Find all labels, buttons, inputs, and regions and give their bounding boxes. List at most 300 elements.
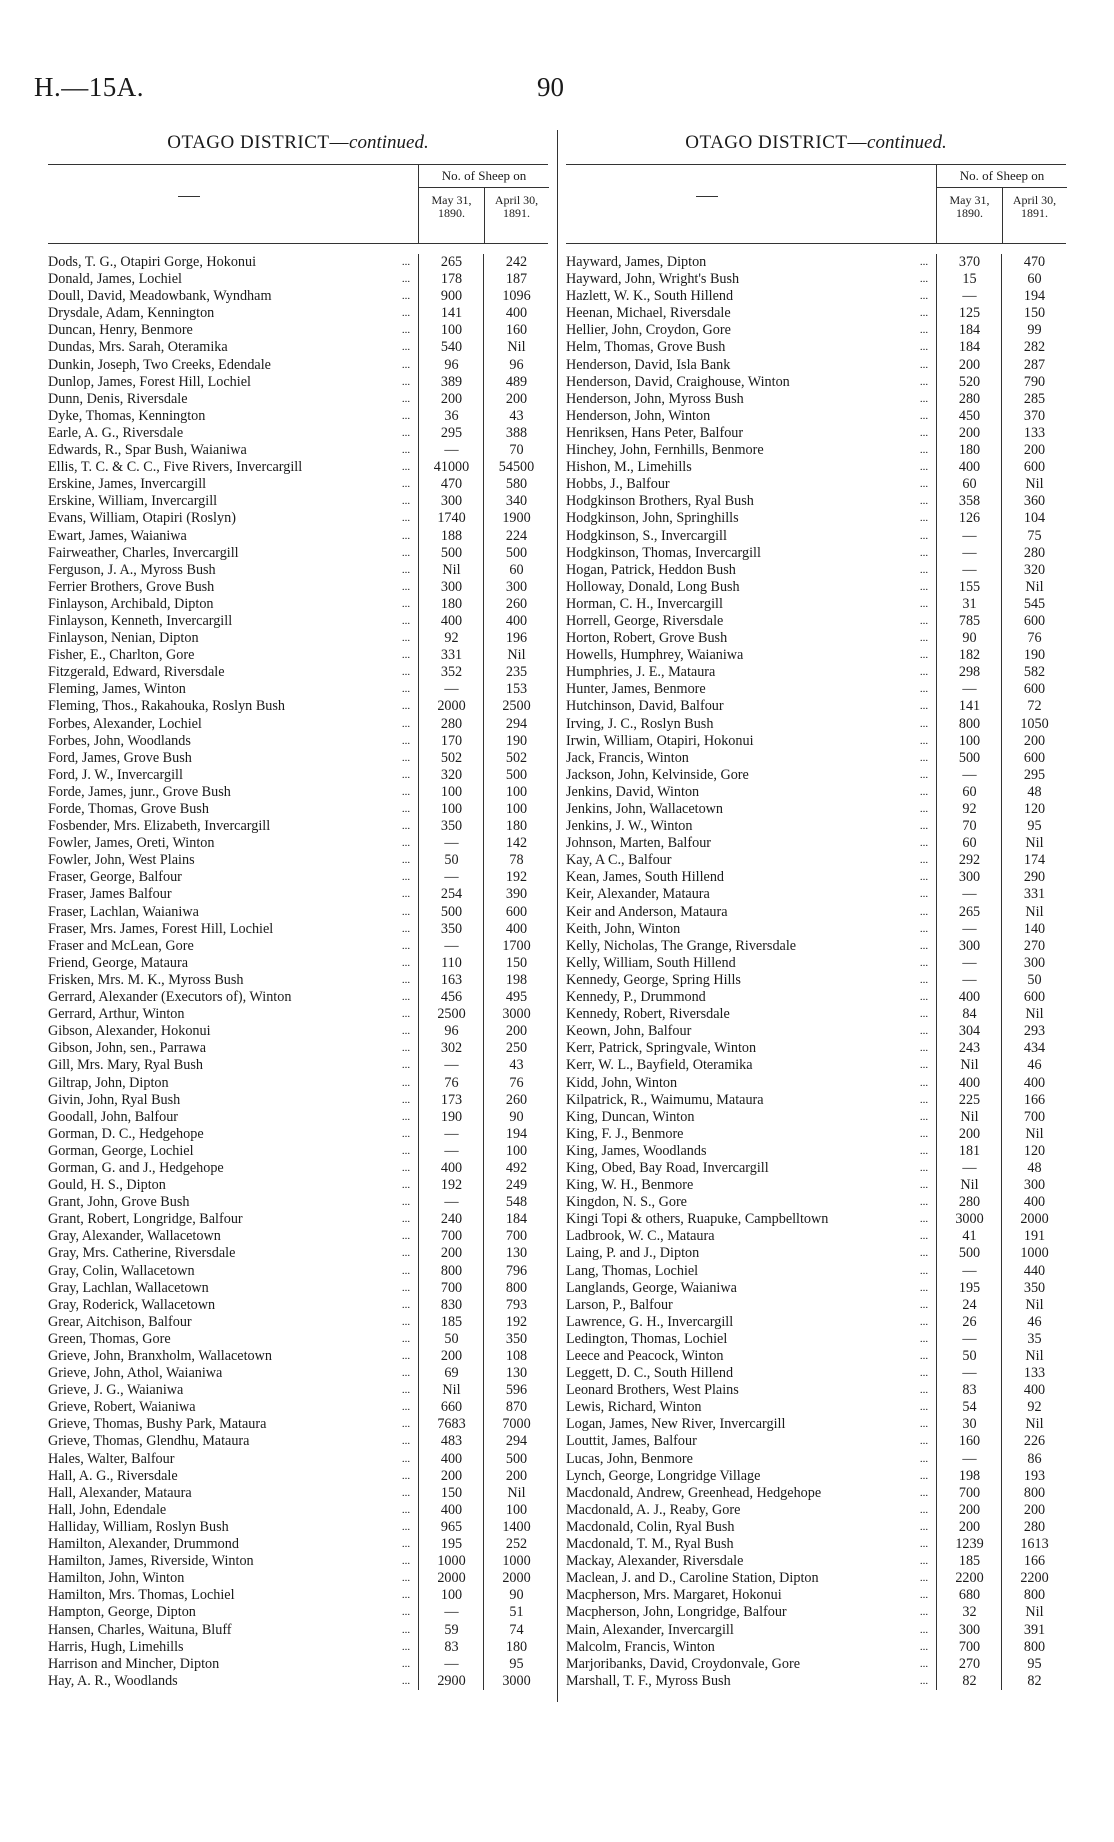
table-row <box>566 1673 1066 1690</box>
leader-dots: ... <box>401 854 411 867</box>
owner-name: Horton, Robert, Grove Bush <box>566 630 728 647</box>
leader-dots: ... <box>919 563 929 576</box>
sheep-1890: — <box>936 528 1002 545</box>
table-row <box>566 1348 1066 1365</box>
sheep-1891: 95 <box>1001 818 1067 835</box>
leader-dots: ... <box>401 1298 411 1311</box>
table-row <box>566 271 1066 288</box>
owner-name: Macdonald, T. M., Ryal Bush <box>566 1536 734 1553</box>
table-header <box>566 164 1066 244</box>
owner-name: Ellis, T. C. & C. C., Five Rivers, Invercargill <box>48 459 303 476</box>
owner-name: Hayward, John, Wright's Bush <box>566 271 740 288</box>
sheep-1890: 69 <box>418 1365 484 1382</box>
sheep-1891: 92 <box>1001 1399 1067 1416</box>
sheep-1890: — <box>936 1365 1002 1382</box>
owner-name: Fleming, James, Winton <box>48 681 186 698</box>
leader-dots: ... <box>401 1674 411 1687</box>
sheep-1891: 340 <box>483 493 549 510</box>
leader-dots: ... <box>401 1418 411 1431</box>
owner-name: Ewart, James, Waianiwa <box>48 527 187 544</box>
owner-name: Lynch, George, Longridge Village <box>566 1467 761 1484</box>
owner-name: Ladbrook, W. C., Mataura <box>566 1228 715 1245</box>
table-row <box>48 476 548 493</box>
table-row <box>566 1468 1066 1485</box>
owner-name: Hayward, James, Dipton <box>566 254 707 270</box>
owner-name: Irwin, William, Otapiri, Hokonui <box>566 732 754 749</box>
sheep-1890: 400 <box>418 613 484 630</box>
sheep-1891: 800 <box>1001 1485 1067 1502</box>
sheep-1890: 180 <box>418 596 484 613</box>
leader-dots: ... <box>919 1213 929 1226</box>
sheep-1890: 126 <box>936 510 1002 527</box>
table-row <box>48 425 548 442</box>
sheep-1890: 2200 <box>936 1570 1002 1587</box>
table-row <box>48 1433 548 1450</box>
leader-dots: ... <box>401 444 411 457</box>
sheep-1890: 200 <box>418 1468 484 1485</box>
sheep-1890: 200 <box>936 1126 1002 1143</box>
sheep-1891: 166 <box>1001 1553 1067 1570</box>
sheep-1890: — <box>936 972 1002 989</box>
leader-dots: ... <box>919 1298 929 1311</box>
sheep-1891: 194 <box>1001 288 1067 305</box>
leader-dots: ... <box>401 1110 411 1123</box>
leader-dots: ... <box>401 512 411 525</box>
table-row <box>48 1399 548 1416</box>
sheep-1891: Nil <box>1001 1604 1067 1621</box>
leader-dots: ... <box>919 529 929 542</box>
owner-name: Gray, Lachlan, Wallacetown <box>48 1279 209 1296</box>
owner-name: Gerrard, Alexander (Executors of), Winton <box>48 989 292 1006</box>
owner-name: Jackson, John, Kelvinside, Gore <box>566 766 749 783</box>
owner-name: Henderson, David, Craighouse, Winton <box>566 373 790 390</box>
sheep-1891: 870 <box>483 1399 549 1416</box>
table-row <box>48 681 548 698</box>
owner-name: Malcolm, Francis, Winton <box>566 1638 715 1655</box>
leader-dots: ... <box>919 290 929 303</box>
owner-name: Kilpatrick, R., Waimumu, Mataura <box>566 1091 764 1108</box>
sheep-1890: — <box>936 288 1002 305</box>
sheep-1890: 184 <box>936 339 1002 356</box>
sheep-1890: — <box>936 562 1002 579</box>
leader-dots: ... <box>919 1008 929 1021</box>
table-row <box>566 818 1066 835</box>
leader-dots: ... <box>919 1247 929 1260</box>
table-row <box>48 1365 548 1382</box>
table-row <box>566 1228 1066 1245</box>
leader-dots: ... <box>401 426 411 439</box>
leader-dots: ... <box>919 597 929 610</box>
leader-dots: ... <box>919 546 929 559</box>
leader-dots: ... <box>401 375 411 388</box>
owner-name: Doull, David, Meadowbank, Wyndham <box>48 288 272 305</box>
owner-name: Harrison and Mincher, Dipton <box>48 1655 220 1672</box>
sheep-1891: 300 <box>1001 1177 1067 1194</box>
leader-dots: ... <box>401 1572 411 1585</box>
sheep-1890: 520 <box>936 374 1002 391</box>
sheep-1890: 50 <box>418 852 484 869</box>
sheep-1890: 188 <box>418 528 484 545</box>
sheep-1891: 580 <box>483 476 549 493</box>
leader-dots: ... <box>919 905 929 918</box>
table-row <box>566 425 1066 442</box>
leader-dots: ... <box>919 922 929 935</box>
sheep-1891: 388 <box>483 425 549 442</box>
owner-name: Kean, James, South Hillend <box>566 869 725 886</box>
leader-dots: ... <box>401 1247 411 1260</box>
leader-dots: ... <box>401 290 411 303</box>
leader-dots: ... <box>919 1384 929 1397</box>
leader-dots: ... <box>919 991 929 1004</box>
sheep-1891: 74 <box>483 1622 549 1639</box>
leader-dots: ... <box>401 341 411 354</box>
table-row <box>566 374 1066 391</box>
owner-name: Gibson, Alexander, Hokonui <box>48 1023 211 1040</box>
table-row <box>48 716 548 733</box>
sheep-1890: — <box>418 835 484 852</box>
leader-dots: ... <box>401 820 411 833</box>
table-row <box>566 1502 1066 1519</box>
sheep-1890: 300 <box>418 579 484 596</box>
table-row <box>566 801 1066 818</box>
leader-dots: ... <box>401 478 411 491</box>
owner-name: Kay, A C., Balfour <box>566 852 672 869</box>
owner-name: Hampton, George, Dipton <box>48 1604 196 1621</box>
leader-dots: ... <box>401 597 411 610</box>
table-row <box>48 1228 548 1245</box>
leader-dots: ... <box>401 1196 411 1209</box>
sheep-1891: 2000 <box>1001 1211 1067 1228</box>
table-row <box>566 493 1066 510</box>
table-row <box>566 733 1066 750</box>
sheep-1890: 300 <box>936 1622 1002 1639</box>
sheep-1890: Nil <box>418 562 484 579</box>
sheep-1890: — <box>418 1656 484 1673</box>
table-row <box>48 1622 548 1639</box>
sheep-1891: 3000 <box>483 1673 549 1690</box>
sheep-1890: 190 <box>418 1109 484 1126</box>
owner-name: Grant, Robert, Longridge, Balfour <box>48 1211 243 1228</box>
sheep-1891: 600 <box>1001 681 1067 698</box>
table-row <box>48 801 548 818</box>
leader-dots: ... <box>401 700 411 713</box>
table-row <box>566 1365 1066 1382</box>
table-row <box>48 579 548 596</box>
sheep-1891: 187 <box>483 271 549 288</box>
sheep-1891: 160 <box>483 322 549 339</box>
sheep-1891: 250 <box>483 1040 549 1057</box>
sheep-1891: 1900 <box>483 510 549 527</box>
table-row <box>566 545 1066 562</box>
sheep-1891: 200 <box>1001 1502 1067 1519</box>
owner-name: Harris, Hugh, Limehills <box>48 1638 184 1655</box>
table-row <box>566 1245 1066 1262</box>
sheep-1891: 350 <box>483 1331 549 1348</box>
sheep-1890: 300 <box>936 869 1002 886</box>
owner-name: Forbes, Alexander, Lochiel <box>48 715 202 732</box>
owner-name: Hales, Walter, Balfour <box>48 1450 175 1467</box>
table-row <box>48 647 548 664</box>
leader-dots: ... <box>401 1127 411 1140</box>
sheep-1891: 350 <box>1001 1280 1067 1297</box>
owner-name: Gerrard, Arthur, Winton <box>48 1006 185 1023</box>
sheep-1890: 83 <box>418 1639 484 1656</box>
sheep-1890: 295 <box>418 425 484 442</box>
sheep-1890: 400 <box>418 1451 484 1468</box>
table-row <box>566 1604 1066 1621</box>
sheep-1891: Nil <box>1001 1126 1067 1143</box>
sheep-1890: Nil <box>418 1382 484 1399</box>
table-row <box>566 510 1066 527</box>
table-row <box>566 596 1066 613</box>
table-row <box>566 750 1066 767</box>
sheep-1890: 500 <box>936 750 1002 767</box>
sheep-1891: 184 <box>483 1211 549 1228</box>
table-row <box>566 1075 1066 1092</box>
table-row <box>566 1639 1066 1656</box>
leader-dots: ... <box>401 546 411 559</box>
sheep-1891: 142 <box>483 835 549 852</box>
sheep-1890: 352 <box>418 664 484 681</box>
sheep-1890: 358 <box>936 493 1002 510</box>
sheep-1890: 243 <box>936 1040 1002 1057</box>
sheep-1890: 1239 <box>936 1536 1002 1553</box>
leader-dots: ... <box>919 1315 929 1328</box>
table-row <box>566 1570 1066 1587</box>
leader-dots: ... <box>401 803 411 815</box>
sheep-1891: 400 <box>483 921 549 938</box>
table-row <box>48 1006 548 1023</box>
sheep-1890: — <box>936 1263 1002 1280</box>
owner-name: Henderson, John, Winton <box>566 407 711 424</box>
sheep-1890: 400 <box>936 459 1002 476</box>
table-row <box>566 408 1066 425</box>
sheep-1891: 295 <box>1001 767 1067 784</box>
owner-name: Louttit, James, Balfour <box>566 1433 697 1450</box>
sheep-1890: — <box>418 1126 484 1143</box>
table-row <box>566 1194 1066 1211</box>
sheep-1890: 192 <box>418 1177 484 1194</box>
leader-dots: ... <box>919 341 929 354</box>
table-row <box>566 1331 1066 1348</box>
leader-dots: ... <box>919 785 929 798</box>
leader-dots: ... <box>919 956 929 969</box>
owner-name: Kerr, W. L., Bayfield, Oteramika <box>566 1057 753 1074</box>
leader-dots: ... <box>919 1606 929 1619</box>
sheep-1890: 181 <box>936 1143 1002 1160</box>
sheep-1890: 84 <box>936 1006 1002 1023</box>
sheep-1891: 153 <box>483 681 549 698</box>
leader-dots: ... <box>401 1435 411 1448</box>
table-row <box>566 339 1066 356</box>
owner-name: Ford, J. W., Invercargill <box>48 766 183 783</box>
leader-dots: ... <box>401 1332 411 1345</box>
sheep-1890: 41 <box>936 1228 1002 1245</box>
table-row <box>48 1536 548 1553</box>
sheep-1890: 184 <box>936 322 1002 339</box>
table-row <box>48 852 548 869</box>
sheep-1890: 200 <box>418 1348 484 1365</box>
table-row <box>566 869 1066 886</box>
sheep-1891: 320 <box>1001 562 1067 579</box>
leader-dots: ... <box>401 1469 411 1482</box>
sheep-1890: 389 <box>418 374 484 391</box>
owner-name: Main, Alexander, Invercargill <box>566 1621 734 1638</box>
sheep-1891: 100 <box>483 1502 549 1519</box>
sheep-1890: 170 <box>418 733 484 750</box>
owner-name: Henriksen, Hans Peter, Balfour <box>566 424 744 441</box>
leader-dots: ... <box>401 666 411 679</box>
sheep-1891: Nil <box>1001 1416 1067 1433</box>
leader-dots: ... <box>401 392 411 405</box>
leader-dots: ... <box>401 973 411 986</box>
leader-dots: ... <box>401 1657 411 1670</box>
sheep-1891: 108 <box>483 1348 549 1365</box>
sheep-1891: Nil <box>1001 1348 1067 1365</box>
table-row <box>566 904 1066 921</box>
sheep-1891: 120 <box>1001 801 1067 818</box>
sheep-1891: 548 <box>483 1194 549 1211</box>
leader-dots: ... <box>919 273 929 286</box>
table-row <box>48 750 548 767</box>
sheep-1890: 41000 <box>418 459 484 476</box>
sheep-1891: 72 <box>1001 698 1067 715</box>
leader-dots: ... <box>919 1401 929 1414</box>
table-row <box>566 921 1066 938</box>
table-row <box>566 357 1066 374</box>
sheep-1890: 180 <box>936 442 1002 459</box>
owner-name: Friend, George, Mataura <box>48 954 188 971</box>
table-row <box>48 869 548 886</box>
sheep-1891: 600 <box>1001 750 1067 767</box>
sheep-1891: 95 <box>483 1656 549 1673</box>
owner-name: Humphries, J. E., Mataura <box>566 664 716 681</box>
sheep-1890: 24 <box>936 1297 1002 1314</box>
sheep-1890: 300 <box>418 493 484 510</box>
leader-dots: ... <box>919 614 929 627</box>
sheep-1891: 180 <box>483 818 549 835</box>
sheep-1891: 400 <box>483 613 549 630</box>
table-row <box>566 562 1066 579</box>
table-row <box>48 630 548 647</box>
sheep-1890: Nil <box>936 1177 1002 1194</box>
table-row <box>48 1023 548 1040</box>
owner-name: Gibson, John, sen., Parrawa <box>48 1040 207 1057</box>
sheep-1891: 54500 <box>483 459 549 476</box>
leader-dots: ... <box>919 1589 929 1602</box>
owner-name: Ferrier Brothers, Grove Bush <box>48 578 215 595</box>
sheep-1891: 100 <box>483 1143 549 1160</box>
sheep-1890: — <box>418 1604 484 1621</box>
sheep-1890: — <box>936 921 1002 938</box>
leader-dots: ... <box>919 1503 929 1516</box>
sheep-1891: 174 <box>1001 852 1067 869</box>
sheep-1890: 96 <box>418 1023 484 1040</box>
leader-dots: ... <box>401 939 411 952</box>
leader-dots: ... <box>919 1059 929 1072</box>
owner-name: Kennedy, George, Spring Hills <box>566 971 741 988</box>
leader-dots: ... <box>919 1418 929 1431</box>
sheep-1891: 190 <box>483 733 549 750</box>
owner-name: Grear, Aitchison, Balfour <box>48 1313 192 1330</box>
leader-dots: ... <box>919 649 929 662</box>
sheep-1891: 270 <box>1001 938 1067 955</box>
sheep-1891: 95 <box>1001 1656 1067 1673</box>
owner-name: Johnson, Marten, Balfour <box>566 835 712 852</box>
table-row <box>48 835 548 852</box>
sheep-1891: 50 <box>1001 972 1067 989</box>
table-row <box>566 1553 1066 1570</box>
table-row <box>48 733 548 750</box>
leader-dots: ... <box>919 854 929 867</box>
sheep-1891: 96 <box>483 357 549 374</box>
sheep-1890: — <box>936 1331 1002 1348</box>
leader-dots: ... <box>401 956 411 969</box>
sheep-1891: 51 <box>483 1604 549 1621</box>
table-row <box>48 391 548 408</box>
sheep-1890: 470 <box>418 476 484 493</box>
leader-dots: ... <box>401 1606 411 1619</box>
table-row <box>48 1604 548 1621</box>
sheep-1891: Nil <box>1001 835 1067 852</box>
sheep-1890: — <box>936 886 1002 903</box>
sheep-1891: Nil <box>1001 1297 1067 1314</box>
sheep-1891: 180 <box>483 1639 549 1656</box>
sheep-1891: 796 <box>483 1263 549 1280</box>
sheep-1891: 370 <box>1001 408 1067 425</box>
leader-dots: ... <box>919 666 929 679</box>
sheep-1891: 200 <box>483 1023 549 1040</box>
sheep-1890: 225 <box>936 1092 1002 1109</box>
owner-name: Drysdale, Adam, Kennington <box>48 305 215 322</box>
sheep-1890: 2900 <box>418 1673 484 1690</box>
table-row <box>566 1587 1066 1604</box>
table-row <box>48 784 548 801</box>
sheep-1890: 185 <box>936 1553 1002 1570</box>
left-column <box>48 132 548 1690</box>
sheep-1891: 200 <box>483 391 549 408</box>
table-row <box>48 1297 548 1314</box>
leader-dots: ... <box>919 256 929 268</box>
leader-dots: ... <box>401 1059 411 1072</box>
leader-dots: ... <box>919 1281 929 1294</box>
sheep-1890: 155 <box>936 579 1002 596</box>
owner-name: Kelly, Nicholas, The Grange, Riversdale <box>566 937 797 954</box>
owner-name: Hodgkinson Brothers, Ryal Bush <box>566 493 754 510</box>
table-row <box>48 1416 548 1433</box>
sheep-1890: 400 <box>418 1502 484 1519</box>
leader-dots: ... <box>401 905 411 918</box>
sheep-1891: 293 <box>1001 1023 1067 1040</box>
leader-dots: ... <box>401 1367 411 1380</box>
owner-name: Earle, A. G., Riversdale <box>48 424 184 441</box>
sheep-1890: — <box>418 1194 484 1211</box>
table-row <box>48 1109 548 1126</box>
table-row <box>48 562 548 579</box>
sheep-count-header <box>418 165 549 243</box>
sheep-1891: Nil <box>483 647 549 664</box>
table-row <box>48 1348 548 1365</box>
sheep-1891: 60 <box>1001 271 1067 288</box>
owner-name: Hamilton, Alexander, Drummond <box>48 1536 239 1553</box>
sheep-1891: 400 <box>1001 1075 1067 1092</box>
table-row <box>566 1519 1066 1536</box>
table-row <box>566 1177 1066 1194</box>
table-row <box>48 1519 548 1536</box>
sheep-1891: 1050 <box>1001 716 1067 733</box>
leader-dots: ... <box>401 529 411 542</box>
owner-name: Irving, J. C., Roslyn Bush <box>566 715 714 732</box>
